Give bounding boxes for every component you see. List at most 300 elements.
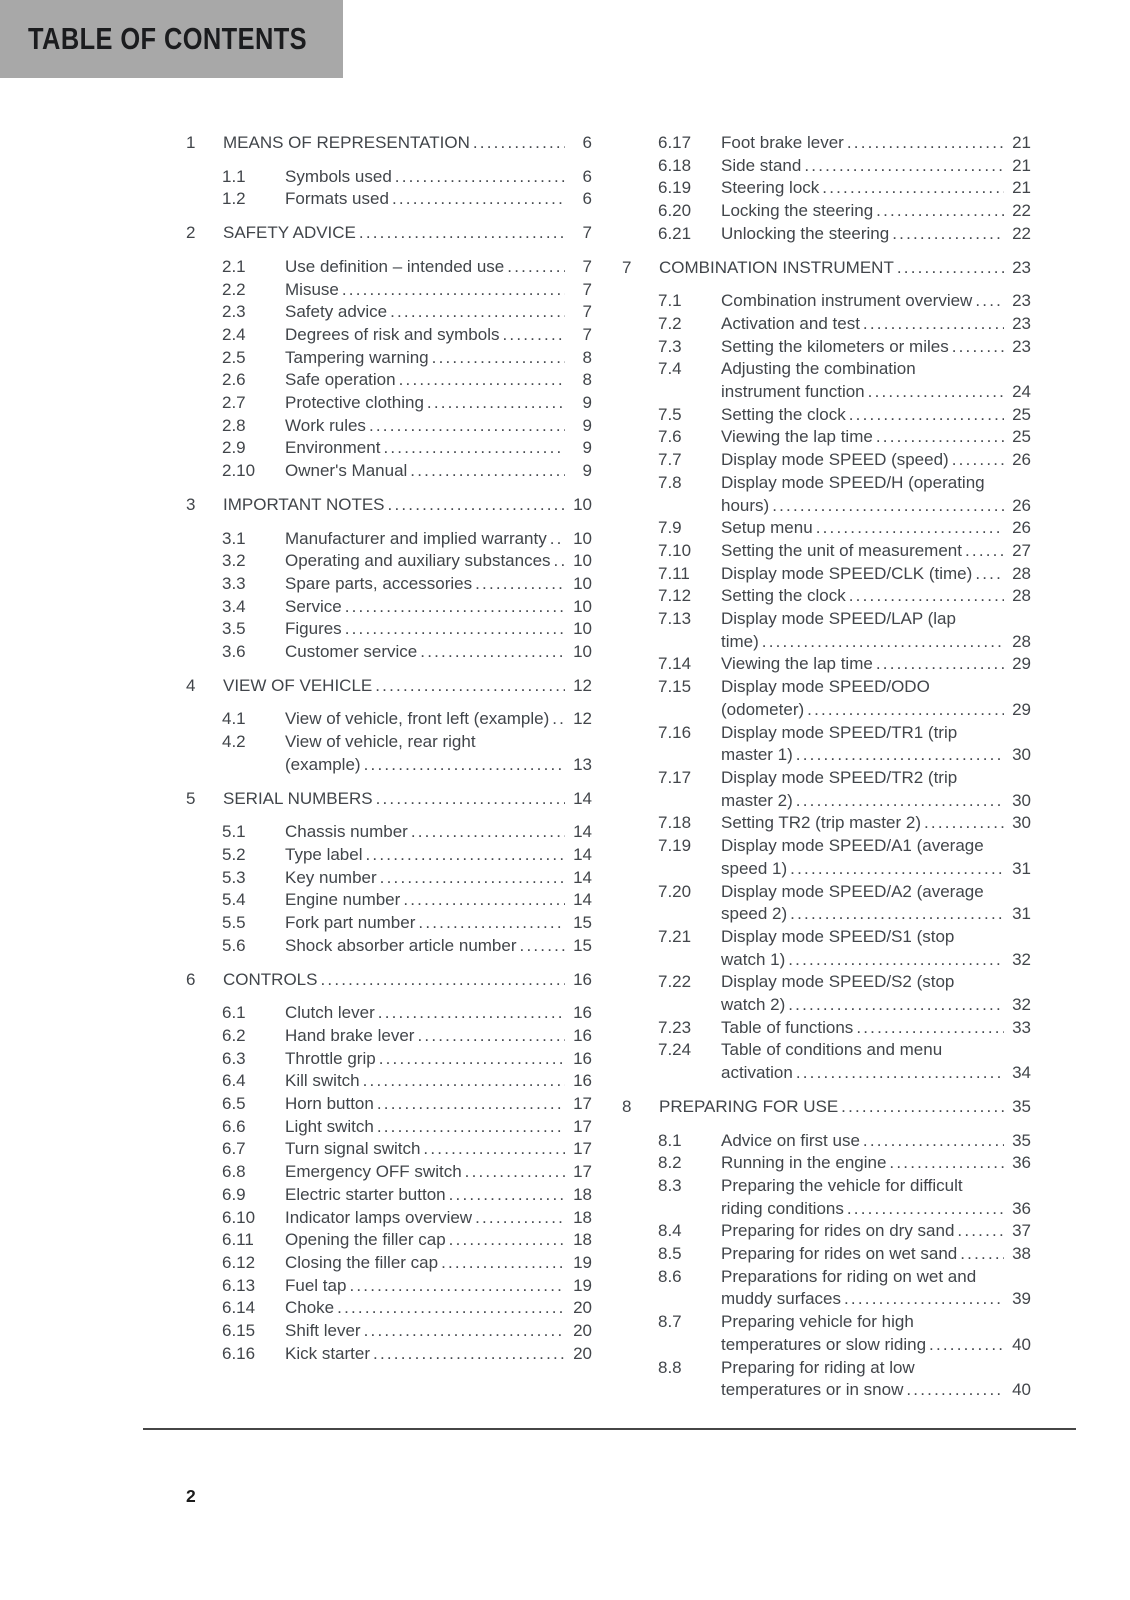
- toc-entry-last-line: [721, 132, 1031, 155]
- toc-sub-entry: [186, 1184, 592, 1207]
- toc-entry-page: 29: [1012, 654, 1031, 674]
- toc-entry-last-line: [285, 1161, 592, 1184]
- toc-entry-title: Protective clothing: [285, 393, 424, 413]
- toc-sub-entry: [186, 1116, 592, 1139]
- toc-entry-title-line: Adjusting the combination: [721, 359, 916, 379]
- toc-entry-page: 37: [1012, 1221, 1031, 1241]
- toc-entry-last-line: [285, 460, 592, 483]
- toc-entry-number: 6.6: [222, 1116, 246, 1136]
- toc-sub-entry: [622, 426, 1031, 449]
- toc-entry-page: 12: [573, 675, 592, 695]
- toc-sub-entry: [186, 708, 592, 731]
- toc-entry-content: [721, 722, 1031, 767]
- toc-sub-entry: [186, 550, 592, 573]
- toc-entry-number: 2.9: [222, 438, 246, 458]
- toc-sub-entry: [186, 437, 592, 460]
- toc-entry-title: Shift lever: [285, 1321, 361, 1341]
- toc-sub-entry: [622, 1311, 1031, 1356]
- toc-sub-entry: [622, 177, 1031, 200]
- leader-dots: [886, 1152, 1004, 1175]
- toc-entry-number: 7.8: [658, 472, 682, 492]
- toc-entry-number: 2.7: [222, 393, 246, 413]
- toc-entry-page: 17: [573, 1116, 592, 1136]
- toc-entry-content: [721, 472, 1031, 517]
- leader-dots: [954, 1220, 1004, 1243]
- leader-dots: [504, 256, 565, 279]
- leader-dots: [787, 903, 1004, 926]
- toc-entry-content: [285, 1093, 592, 1116]
- toc-entry-title: Shock absorber article number: [285, 935, 517, 955]
- toc-entry-content: [285, 1002, 592, 1025]
- leader-dots: [846, 585, 1004, 608]
- toc-sub-entry: [186, 1161, 592, 1184]
- toc-entry-content: [285, 821, 592, 844]
- toc-entry-title: PREPARING FOR USE: [659, 1096, 839, 1116]
- toc-entry-page: 21: [1012, 155, 1031, 175]
- toc-section-entry: [186, 494, 592, 517]
- toc-sub-entry: [186, 460, 592, 483]
- leader-dots: [334, 1297, 565, 1320]
- leader-dots: [793, 744, 1004, 767]
- toc-entry-last-line: [285, 279, 592, 302]
- toc-entry-content: [285, 1025, 592, 1048]
- toc-entry-number: 2.8: [222, 415, 246, 435]
- toc-entry-content: [721, 835, 1031, 880]
- toc-sub-entry: [622, 971, 1031, 1016]
- footer-rule: [143, 1428, 1076, 1430]
- toc-sub-entry: [186, 1048, 592, 1071]
- leader-dots: [551, 550, 565, 573]
- toc-entry-last-line: [285, 889, 592, 912]
- toc-entry-title-line: Display mode SPEED/A1 (average: [721, 836, 984, 856]
- toc-entry-title: time): [721, 631, 759, 651]
- leader-dots: [785, 949, 1004, 972]
- toc-entry-number: 2.1: [222, 256, 246, 276]
- toc-entry-title: master 1): [721, 745, 793, 765]
- toc-section-entry: [186, 222, 592, 245]
- toc-entry-last-line: [721, 744, 1031, 767]
- toc-entry-content: [285, 1116, 592, 1139]
- toc-section-entry: [186, 132, 592, 155]
- toc-entry-content: [721, 313, 1031, 336]
- page-title: TABLE OF CONTENTS: [28, 21, 308, 56]
- toc-section-entry: [186, 675, 592, 698]
- toc-entry-last-line: [721, 223, 1031, 246]
- toc-entry-title: temperatures or slow riding: [721, 1334, 927, 1354]
- toc-entry-title-line: Display mode SPEED/H (operating: [721, 472, 985, 492]
- toc-sub-entry: [622, 722, 1031, 767]
- toc-entry-title: Tampering warning: [285, 347, 429, 367]
- toc-entry-last-line: [285, 437, 592, 460]
- toc-entry-content: [721, 1220, 1031, 1243]
- toc-entry-page: 28: [1012, 631, 1031, 651]
- leader-dots: [793, 1062, 1004, 1085]
- toc-entry-title-line: Preparations for riding on wet and: [721, 1266, 977, 1286]
- toc-entry-last-line: [721, 585, 1031, 608]
- leader-dots: [972, 563, 1004, 586]
- toc-entry-title: Preparing for rides on wet sand: [721, 1244, 958, 1264]
- toc-entry-last-line: [721, 404, 1031, 427]
- toc-entry-number: 6.8: [222, 1162, 246, 1182]
- toc-entry-number: 7.9: [658, 518, 682, 538]
- toc-entry-page: 10: [573, 619, 592, 639]
- toc-entry-page: 19: [573, 1275, 592, 1295]
- toc-entry-title: Symbols used: [285, 166, 392, 186]
- toc-entry-page: 14: [573, 867, 592, 887]
- toc-entry-page: 14: [573, 788, 592, 808]
- leader-dots: [873, 653, 1004, 676]
- leader-dots: [801, 155, 1004, 178]
- toc-entry-content: [285, 347, 592, 370]
- toc-entry-last-line: [285, 1275, 592, 1298]
- toc-sub-entry: [186, 1343, 592, 1366]
- toc-entry-number: 7.15: [658, 677, 692, 697]
- toc-entry-last-line: [285, 1229, 592, 1252]
- toc-entry-content: [285, 415, 592, 438]
- toc-entry-last-line: [285, 844, 592, 867]
- toc-entry-last-line: [285, 369, 592, 392]
- toc-entry-page: 23: [1012, 336, 1031, 356]
- toc-entry-content: [721, 1243, 1031, 1266]
- toc-sub-entry: [622, 585, 1031, 608]
- toc-entry-page: 16: [573, 1025, 592, 1045]
- toc-entry-number: 6.16: [222, 1343, 256, 1363]
- toc-entry-page: 28: [1012, 563, 1031, 583]
- toc-entry-number: 2.3: [222, 302, 246, 322]
- toc-entry-title: Hand brake lever: [285, 1025, 415, 1045]
- toc-entry-page: 30: [1012, 745, 1031, 765]
- toc-entry-title: Environment: [285, 438, 381, 458]
- leader-dots: [517, 935, 565, 958]
- toc-entry-last-line: [285, 347, 592, 370]
- toc-entry-last-line: [285, 528, 592, 551]
- toc-sub-entry: [186, 935, 592, 958]
- toc-entry-content: [721, 563, 1031, 586]
- toc-entry-content: [285, 279, 592, 302]
- toc-entry-page: 30: [1012, 813, 1031, 833]
- toc-entry-content: [285, 889, 592, 912]
- toc-entry-last-line: [721, 812, 1031, 835]
- toc-entry-title: temperatures or in snow: [721, 1380, 904, 1400]
- leader-dots: [342, 618, 565, 641]
- toc-entry-title: View of vehicle, front left (example): [285, 709, 550, 729]
- leader-dots: [392, 166, 565, 189]
- toc-entry-last-line: [721, 1243, 1031, 1266]
- toc-entry-content: [285, 188, 592, 211]
- toc-entry-number: 2.2: [222, 279, 246, 299]
- leader-dots: [424, 392, 565, 415]
- toc-entry-title: Setting the unit of measurement: [721, 540, 962, 560]
- leader-dots: [865, 381, 1004, 404]
- toc-entry-title: Side stand: [721, 155, 802, 175]
- toc-entry-last-line: [721, 200, 1031, 223]
- leader-dots: [420, 1138, 565, 1161]
- toc-entry-title: Manufacturer and implied warranty: [285, 528, 547, 548]
- toc-entry-number: 7.6: [658, 427, 682, 447]
- toc-entry-page: 25: [1012, 427, 1031, 447]
- leader-dots: [903, 1379, 1004, 1402]
- toc-entry-last-line: [721, 1017, 1031, 1040]
- toc-sub-entry: [186, 301, 592, 324]
- toc-entry-last-line: [285, 415, 592, 438]
- leader-dots: [438, 1252, 565, 1275]
- toc-entry-number: 7.13: [658, 609, 692, 629]
- toc-entry-last-line: [721, 177, 1031, 200]
- toc-entry-title: Chassis number: [285, 822, 408, 842]
- leader-dots: [373, 788, 565, 811]
- leader-dots: [846, 404, 1004, 427]
- leader-dots: [819, 177, 1004, 200]
- toc-sub-entry: [622, 608, 1031, 653]
- toc-column-right: [622, 132, 1031, 1402]
- leader-dots: [415, 912, 565, 935]
- toc-entry-number: 8.8: [658, 1357, 682, 1377]
- toc-entry-content: [721, 676, 1031, 721]
- toc-entry-content: [721, 404, 1031, 427]
- toc-entry-title: Misuse: [285, 279, 339, 299]
- toc-entry-page: 40: [1012, 1380, 1031, 1400]
- toc-entry-last-line: [285, 618, 592, 641]
- toc-entry-title: SERIAL NUMBERS: [223, 788, 373, 808]
- toc-entry-content: [721, 1266, 1031, 1311]
- toc-entry-page: 33: [1012, 1017, 1031, 1037]
- leader-dots: [470, 132, 565, 155]
- toc-entry-title: Formats used: [285, 189, 389, 209]
- toc-entry-last-line: [721, 1062, 1031, 1085]
- toc-entry-content: [285, 912, 592, 935]
- toc-entry-number: 6.21: [658, 223, 692, 243]
- toc-entry-content: [721, 426, 1031, 449]
- leader-dots: [387, 301, 565, 324]
- toc-entry-page: 17: [573, 1094, 592, 1114]
- toc-entry-number: 8.1: [658, 1130, 682, 1150]
- toc-entry-page: 7: [582, 302, 592, 322]
- toc-entry-number: 7.18: [658, 813, 692, 833]
- toc-entry-content: [285, 844, 592, 867]
- toc-entry-content: [285, 935, 592, 958]
- toc-entry-number: 7.2: [658, 313, 682, 333]
- toc-entry-page: 10: [573, 573, 592, 593]
- toc-entry-page: 22: [1012, 223, 1031, 243]
- toc-entry-page: 26: [1012, 518, 1031, 538]
- toc-entry-title: Preparing for rides on dry sand: [721, 1221, 955, 1241]
- toc-entry-title: (odometer): [721, 699, 805, 719]
- toc-entry-content: [721, 336, 1031, 359]
- toc-sub-entry: [622, 812, 1031, 835]
- toc-entry-last-line: [721, 449, 1031, 472]
- toc-entry-last-line: [285, 1297, 592, 1320]
- toc-sub-entry: [186, 1093, 592, 1116]
- toc-entry-number: 8.2: [658, 1153, 682, 1173]
- toc-entry-title: Fuel tap: [285, 1275, 347, 1295]
- leader-dots: [949, 449, 1004, 472]
- toc-entry-page: 9: [582, 393, 592, 413]
- leader-dots: [926, 1334, 1004, 1357]
- toc-entry-page: 31: [1012, 858, 1031, 878]
- leader-dots: [407, 460, 565, 483]
- toc-entry-page: 30: [1012, 790, 1031, 810]
- toc-entry-page: 13: [573, 754, 592, 774]
- toc-entry-number: 6.1: [222, 1003, 246, 1023]
- toc-entry-page: 16: [573, 1071, 592, 1091]
- toc-entry-content: [721, 881, 1031, 926]
- toc-entry-last-line: [285, 641, 592, 664]
- toc-entry-page: 17: [573, 1139, 592, 1159]
- toc-entry-last-line: [285, 550, 592, 573]
- toc-entry-page: 27: [1012, 540, 1031, 560]
- toc-entry-title: riding conditions: [721, 1198, 844, 1218]
- toc-entry-number: 6.2: [222, 1025, 246, 1045]
- toc-entry-content: [721, 290, 1031, 313]
- toc-sub-entry: [186, 1252, 592, 1275]
- toc-entry-title: Figures: [285, 619, 342, 639]
- toc-entry-last-line: [285, 166, 592, 189]
- toc-entry-page: 36: [1012, 1198, 1031, 1218]
- toc-entry-title: Table of functions: [721, 1017, 854, 1037]
- toc-entry-content: [223, 222, 592, 245]
- toc-entry-last-line: [721, 1288, 1031, 1311]
- toc-entry-title: MEANS OF REPRESENTATION: [223, 133, 470, 152]
- toc-entry-page: 14: [573, 890, 592, 910]
- toc-entry-content: [285, 573, 592, 596]
- toc-entry-page: 14: [573, 822, 592, 842]
- toc-entry-page: 7: [582, 324, 592, 344]
- toc-sub-entry: [186, 528, 592, 551]
- toc-sub-entry: [622, 563, 1031, 586]
- toc-entry-last-line: [285, 912, 592, 935]
- toc-entry-last-line: [285, 754, 592, 777]
- leader-dots: [873, 200, 1004, 223]
- toc-entry-number: 6.7: [222, 1139, 246, 1159]
- toc-entry-title-line: Display mode SPEED/S2 (stop: [721, 972, 955, 992]
- toc-entry-last-line: [721, 381, 1031, 404]
- toc-entry-title: Service: [285, 596, 342, 616]
- toc-entry-last-line: [721, 336, 1031, 359]
- toc-entry-last-line: [721, 517, 1031, 540]
- toc-entry-content: [285, 392, 592, 415]
- toc-entry-title: Display mode SPEED (speed): [721, 450, 949, 470]
- leader-dots: [374, 1116, 565, 1139]
- toc-entry-last-line: [285, 256, 592, 279]
- toc-entry-number: 6.17: [658, 133, 692, 152]
- toc-entry-title-line: Preparing the vehicle for difficult: [721, 1175, 963, 1195]
- toc-sub-entry: [186, 1002, 592, 1025]
- toc-entry-last-line: [223, 969, 592, 992]
- toc-sub-entry: [186, 641, 592, 664]
- leader-dots: [339, 279, 565, 302]
- toc-entry-content: [721, 449, 1031, 472]
- toc-entry-number: 2.4: [222, 324, 246, 344]
- toc-entry-last-line: [721, 949, 1031, 972]
- toc-entry-last-line: [285, 324, 592, 347]
- toc-entry-title: Turn signal switch: [285, 1139, 421, 1159]
- toc-entry-title-line: Display mode SPEED/ODO: [721, 677, 930, 697]
- toc-entry-content: [721, 767, 1031, 812]
- toc-entry-title-line: Display mode SPEED/LAP (lap: [721, 609, 956, 629]
- toc-entry-content: [285, 1048, 592, 1071]
- toc-entry-number: 6.3: [222, 1048, 246, 1068]
- toc-entry-number: 6.5: [222, 1094, 246, 1114]
- toc-entry-page: 16: [573, 1003, 592, 1023]
- leader-dots: [370, 1343, 565, 1366]
- toc-entry-number: 5.5: [222, 913, 246, 933]
- toc-entry-last-line: [285, 1184, 592, 1207]
- toc-sub-entry: [186, 844, 592, 867]
- toc-entry-number: 2.5: [222, 347, 246, 367]
- toc-entry-page: 24: [1012, 382, 1031, 402]
- leader-dots: [472, 573, 565, 596]
- toc-entry-number: 7.20: [658, 881, 692, 901]
- toc-sub-entry: [186, 821, 592, 844]
- toc-entry-content: [721, 358, 1031, 403]
- toc-entry-last-line: [721, 313, 1031, 336]
- leader-dots: [385, 494, 565, 517]
- toc-entry-content: [721, 155, 1031, 178]
- toc-entry-number: 6.19: [658, 178, 692, 198]
- toc-entry-last-line: [285, 1070, 592, 1093]
- toc-entry-number: 1.2: [222, 189, 246, 209]
- toc-entry-number: 7.22: [658, 972, 692, 992]
- toc-entry-number: 3.5: [222, 619, 246, 639]
- toc-sub-entry: [186, 1229, 592, 1252]
- toc-entry-content: [285, 641, 592, 664]
- toc-sub-entry: [186, 573, 592, 596]
- leader-dots: [949, 336, 1004, 359]
- toc-entry-title-line: Preparing vehicle for high: [721, 1312, 914, 1332]
- toc-entry-page: 36: [1012, 1153, 1031, 1173]
- toc-sub-entry: [622, 358, 1031, 403]
- leader-dots: [363, 844, 566, 867]
- toc-entry-page: 7: [582, 279, 592, 299]
- toc-entry-number: 3: [186, 494, 196, 514]
- toc-entry-last-line: [223, 494, 592, 517]
- toc-sub-entry: [622, 1266, 1031, 1311]
- toc-sub-entry: [622, 1357, 1031, 1402]
- leader-dots: [549, 708, 565, 731]
- toc-entry-content: [721, 517, 1031, 540]
- toc-entry-title: Type label: [285, 844, 363, 864]
- toc-entry-last-line: [721, 790, 1031, 813]
- toc-entry-title: Fork part number: [285, 913, 416, 933]
- toc-sub-entry: [622, 1017, 1031, 1040]
- toc-entry-last-line: [285, 596, 592, 619]
- toc-entry-content: [285, 1138, 592, 1161]
- toc-entry-number: 7.23: [658, 1017, 692, 1037]
- toc-sub-entry: [622, 517, 1031, 540]
- toc-entry-page: 10: [573, 596, 592, 616]
- toc-entry-title-line: View of vehicle, rear right: [285, 732, 476, 752]
- toc-entry-title-line: Display mode SPEED/S1 (stop: [721, 926, 955, 946]
- toc-sub-entry: [186, 912, 592, 935]
- toc-entry-page: 8: [582, 347, 592, 367]
- toc-entry-last-line: [721, 994, 1031, 1017]
- toc-entry-page: 14: [573, 844, 592, 864]
- toc-sub-entry: [622, 1152, 1031, 1175]
- toc-entry-content: [223, 969, 592, 992]
- toc-entry-number: 7.1: [658, 291, 682, 311]
- toc-entry-content: [721, 1311, 1031, 1356]
- toc-entry-last-line: [285, 1343, 592, 1366]
- toc-sub-entry: [622, 540, 1031, 563]
- toc-entry-number: 1: [186, 133, 196, 152]
- toc-entry-content: [721, 653, 1031, 676]
- toc-entry-title: Activation and test: [721, 313, 860, 333]
- toc-entry-title: Owner's Manual: [285, 461, 408, 481]
- toc-entry-number: 5.1: [222, 822, 246, 842]
- toc-entry-number: 6.11: [222, 1230, 254, 1250]
- toc-entry-title: Safety advice: [285, 302, 388, 322]
- toc-entry-last-line: [285, 1002, 592, 1025]
